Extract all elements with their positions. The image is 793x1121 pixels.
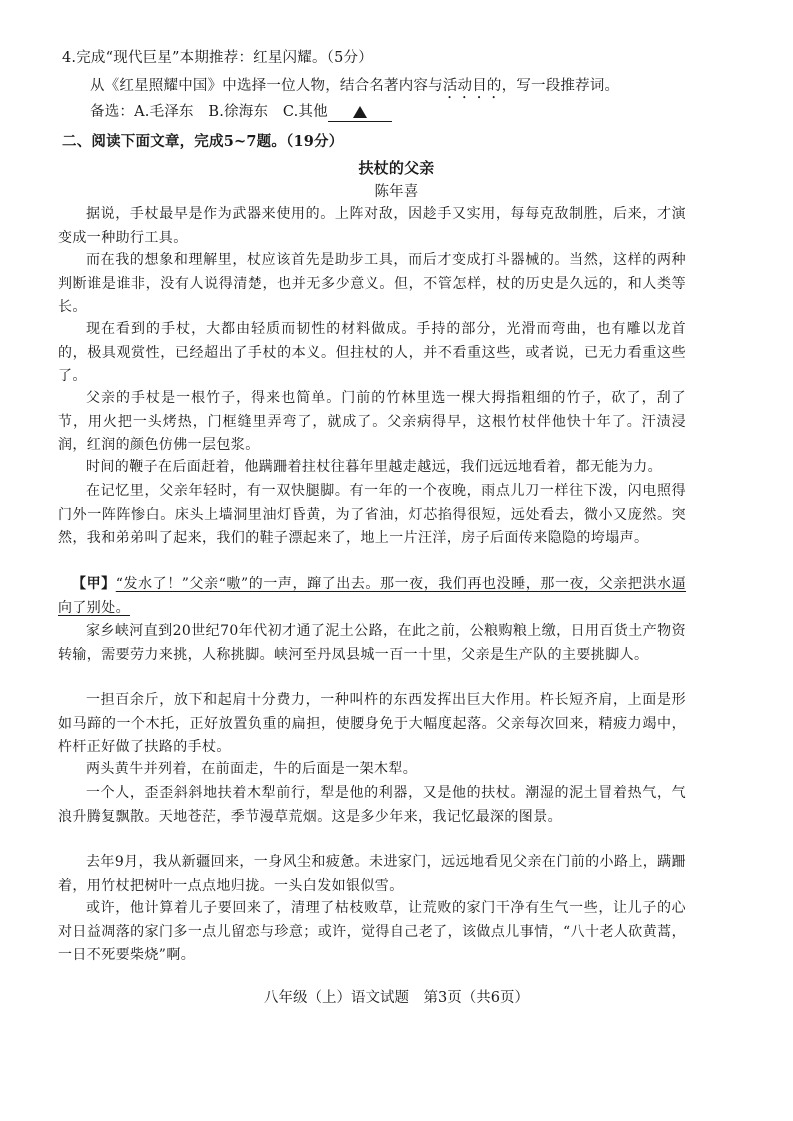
triangle-icon [353,106,367,118]
paragraph-6: 在记忆里，父亲年轻时，有一双快腿脚。有一年的一个夜晚，雨点儿刀一样往下泼，闪电照得门外一阵阵惨白。床头上墙洞里油灯昏黄，为了省油，灯芯掐得很短，远处看去，微小又庞然。突然，我和弟弟叫了起来，我们的鞋子漂起来了，地上一片汪洋，房子后面传来隐隐的垮塌声。 [58,483,686,546]
answer-blank [328,103,392,122]
jia-label: 【甲】 [72,576,116,592]
paragraph-3: 现在看到的手杖，大都由轻质而韧性的材料做成。手持的部分，光滑而弯曲，也有雕以龙首的，极具观赏性，已经超出了手杖的本义。但拄杖的人，并不看重这些，或者说，已无力看重这些了。 [58,321,686,384]
article-author: 陈年喜 [374,184,419,200]
question-4-options [90,102,392,122]
paragraph-jia [58,573,686,620]
article-title: 扶杖的父亲 [358,159,435,177]
question-4-options-text: 备选：A.毛泽东 B.徐海东 C.其他 [90,104,328,120]
section-2-heading: 二、阅读下面文章，完成5~7题。（19分） [62,133,344,150]
paragraph-1: 据说，手杖最早是作为武器来使用的。上阵对敌，因趁手又实用，每每克敌制胜，后来，才演变成一种助行工具。 [58,206,686,246]
paragraph-8: 一担百余斤，放下和起肩十分费力，一种叫杵的东西发挥出巨大作用。杵长短齐肩，上面是形如马蹄的一个木托，正好放置负重的扁担，使腰身免于大幅度起落。父亲每次回来，精疲力竭中，杵杆正好做了扶路的手杖。 [58,692,686,755]
paragraph-10: 一个人，歪歪斜斜地扶着木犁前行，犁是他的利器，又是他的扶杖。潮湿的泥土冒着热气，气浪升腾复飘散。天地苍茫，季节漫草荒烟。这是多少年来，我记忆最深的图景。 [58,785,686,825]
question-4-desc-emphasis: 活动目的 [442,78,502,94]
paragraph-11: 去年9月，我从新疆回来，一身风尘和疲惫。未进家门，远远地看见父亲在门前的小路上，蹒跚着，用竹杖把树叶一点点地归拢。一头白发如银似雪。 [58,854,686,894]
jia-underlined-text: “发水了！”父亲“嗷”的一声，蹿了出去。那一夜，我们再也没睡，那一夜，父亲把洪水逼向了别处。 [58,576,687,616]
question-4-title: 4.完成“现代巨星”本期推荐：红星闪耀。（5分） [62,50,373,66]
question-4-desc-prefix: 从《红星照耀中国》中选择一位人物，结合名著内容与 [90,78,443,94]
paragraph-2: 而在我的想象和理解里，杖应该首先是助步工具，而后才变成打斗器械的。当然，这样的两种判断谁是谁非，没有人说得清楚，也并无多少意义。但，不管怎样，杖的历史是久远的，和人类等长。 [58,252,686,315]
paragraph-12: 或许，他计算着儿子要回来了，清理了枯枝败草，让荒败的家门干净有生气一些，让儿子的心对日益凋落的家门多一点儿留恋与珍意；或许，觉得自己老了，该做点儿事情，“八十老人砍黄蒿，一日不死要柴烧”啊。 [58,900,686,963]
question-4-desc-suffix: ，写一段推荐词。 [501,78,620,94]
paragraph-5: 时间的鞭子在后面赶着，他蹒跚着拄杖往暮年里越走越远，我们远远地看着，都无能为力。 [86,459,662,475]
page-footer: 八年级（上）语文试题 第3页（共6页） [264,990,529,1006]
paragraph-7: 家乡峡河直到20世纪70年代初才通了泥土公路，在此之前，公粮购粮上缴，日用百货土产物资转输，需要劳力来挑，人称挑脚。峡河至丹凤县城一百一十里，父亲是生产队的主要挑脚人。 [58,623,686,663]
paragraph-9: 两头黄牛并列着，在前面走，牛的后面是一架木犁。 [86,761,418,777]
question-4-description [90,76,619,102]
paragraph-4: 父亲的手杖是一根竹子，得来也简单。门前的竹林里选一棵大拇指粗细的竹子，砍了，刮了节，用火把一头烤热，门框缝里弄弯了，就成了。父亲病得早，这根竹杖伴他快十年了。汗渍浸润，红润的颜色仿佛一层包浆。 [58,390,686,453]
